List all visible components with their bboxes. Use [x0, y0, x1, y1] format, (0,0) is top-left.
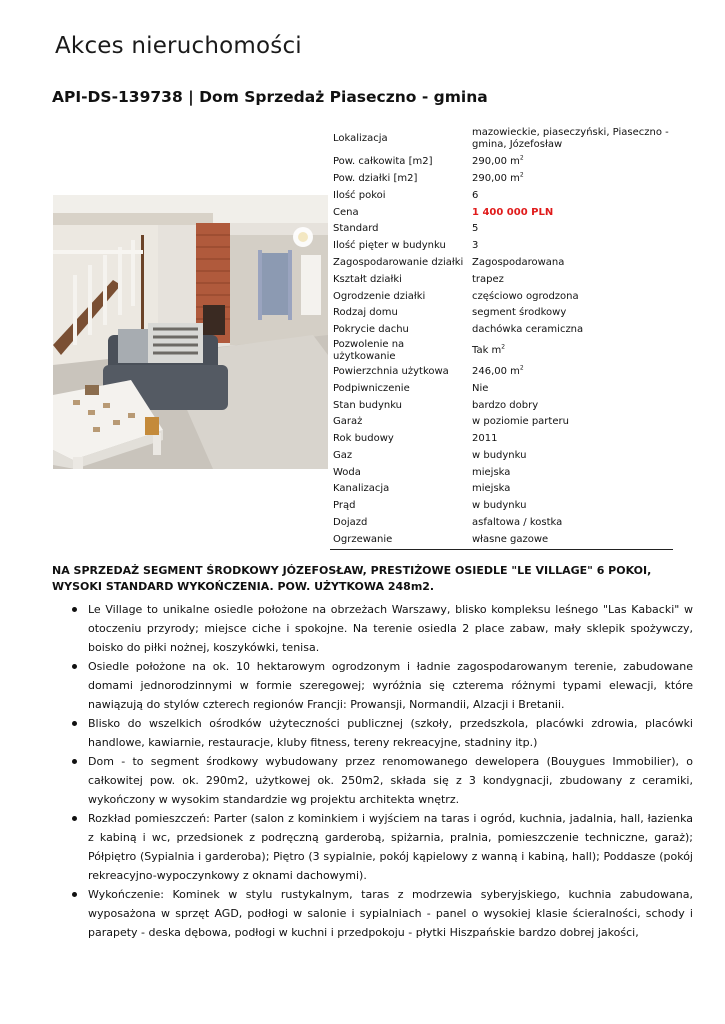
- unit-superscript: 2: [501, 343, 506, 351]
- description-bullet: [72, 714, 693, 752]
- description-bullet: [72, 809, 693, 885]
- property-value: [469, 154, 673, 171]
- property-label: Rodzaj domu: [333, 307, 398, 319]
- property-value: [469, 255, 673, 272]
- property-value-text: miejska: [472, 466, 511, 478]
- bullet-dot-icon: [72, 816, 77, 821]
- property-value: [469, 481, 673, 498]
- property-value-text: 2011: [472, 433, 498, 445]
- property-value: [469, 124, 673, 154]
- property-row: [330, 171, 673, 188]
- property-value-text: trapez: [472, 273, 504, 285]
- property-label: Ogrodzenie działki: [333, 290, 426, 302]
- property-label: Ilość pięter w budynku: [333, 240, 446, 252]
- property-row: [330, 339, 673, 364]
- property-row: [330, 221, 673, 238]
- bullet-dot-icon: [72, 892, 77, 897]
- property-label: Kanalizacja: [333, 483, 390, 495]
- property-value: [469, 381, 673, 398]
- property-value-text: w poziomie parteru: [472, 416, 569, 428]
- property-label: Rok budowy: [333, 433, 394, 445]
- bullet-text: Wykończenie: Kominek w stylu rustykalnym, taras z modrzewia syberyjskiego, kuchnia zabudowana, wyposażona w sprzęt AGD, podłogi w salonie i sypialniach - panel o wysokiej klasie ścieralności, schody i parapety - deska dębowa, podłogi w kuchni i przedpokoju - płytki Hiszpańskie bardzo dobrej jakości,: [88, 888, 693, 939]
- bullet-dot-icon: [72, 721, 77, 726]
- property-label: Gaz: [333, 449, 353, 461]
- description-bullet: [72, 600, 693, 657]
- property-label: Powierzchnia użytkowa: [333, 365, 449, 377]
- bullet-text: Osiedle położone na ok. 10 hektarowym ogrodzonym i ładnie zagospodarowanym terenie, zabudowane domami jednorodzinnymi w formie szeregowej; wyróżnia się czterema różnymi typami elewacji, które nawiązują do stylów czterech regionów Francji: Prowansji, Normandii, Alzacji i Bretanii.: [88, 660, 693, 711]
- property-row: [330, 255, 673, 272]
- description-bullet: [72, 752, 693, 809]
- property-row: [330, 188, 673, 205]
- property-label: Zagospodarowanie działki: [333, 256, 464, 268]
- property-row: [330, 204, 673, 221]
- unit-superscript: 2: [519, 171, 524, 179]
- living-room-photo: [53, 195, 328, 469]
- property-value-text: Nie: [472, 382, 489, 394]
- property-label: Kształt działki: [333, 273, 402, 285]
- property-row: [330, 397, 673, 414]
- property-value-text: 290,00 m: [472, 156, 520, 168]
- property-row: [330, 465, 673, 482]
- property-value: [469, 465, 673, 482]
- property-value-text: 3: [472, 240, 479, 252]
- property-value: [469, 272, 673, 289]
- property-value: [469, 188, 673, 205]
- property-row: [330, 414, 673, 431]
- description-bullet: [72, 657, 693, 714]
- property-value: [469, 171, 673, 188]
- property-label: Lokalizacja: [333, 132, 388, 144]
- property-value-text: 1 400 000 PLN: [472, 206, 554, 218]
- property-value-text: w budynku: [472, 500, 527, 512]
- property-value-text: dachówka ceramiczna: [472, 324, 584, 336]
- property-value: [469, 431, 673, 448]
- property-value-text: 5: [472, 223, 479, 235]
- bullet-dot-icon: [72, 759, 77, 764]
- property-value: [469, 339, 673, 364]
- bullet-text: Blisko do wszelkich ośrodków użyteczności publicznej (szkoły, przedszkola, placówki zdrowia, placówki handlowe, kawiarnie, restauracje, kluby fitness, tereny rekreacyjne, stadniny itp.): [88, 717, 693, 749]
- listing-title: API-DS-139738 | Dom Sprzedaż Piaseczno - gmina: [52, 88, 488, 106]
- property-value-text: mazowieckie, piaseczyński, Piaseczno - gmina, Józefosław: [472, 126, 669, 150]
- property-value-text: własne gazowe: [472, 533, 549, 545]
- property-row: [330, 305, 673, 322]
- bullet-text: Rozkład pomieszczeń: Parter (salon z kominkiem i wyjściem na taras i ogród, kuchnia, jadalnia, hall, łazienka z kabiną i wc, przedsionek z podręczną garderobą, spiżarnia, pralnia, pomieszczenie techniczne, garaż); Półpiętro (Sypialnia i garderoba); Piętro (3 sypialnie, pokój kąpielowy z wanną i kabiną, hall); Poddasze (pokój rekreacyjno-wypoczynkowy z oknami dachowymi).: [88, 812, 693, 882]
- property-row: [330, 124, 673, 154]
- property-value: [469, 515, 673, 532]
- property-label: Pow. całkowita [m2]: [333, 156, 433, 168]
- bullet-text: Le Village to unikalne osiedle położone na obrzeżach Warszawy, blisko kompleksu leśnego "Las Kabacki" w otoczeniu przyrody; miejsce ciche i spokojne. Na terenie osiedla 2 place zabaw, mały sklepik spożywczy, boisko do piłki nożnej, koszykówki, tenisa.: [88, 603, 693, 654]
- property-row: [330, 448, 673, 465]
- property-row: [330, 272, 673, 289]
- bullet-text: Dom - to segment środkowy wybudowany przez renomowanego dewelopera (Bouygues Immobilier), o całkowitej pow. ok. 290m2, użytkowej ok. 250m2, składa się z 3 kondygnacji, zbudowany z ceramiki, wykończony w wysokim standardzie wg projektu architekta wnętrz.: [88, 755, 693, 806]
- property-row: [330, 481, 673, 498]
- property-row: [330, 322, 673, 339]
- property-value-text: Zagospodarowana: [472, 256, 565, 268]
- property-label: Garaż: [333, 416, 363, 428]
- property-label: Prąd: [333, 500, 356, 512]
- property-row: [330, 431, 673, 448]
- property-row: [330, 498, 673, 515]
- description-headline: NA SPRZEDAŻ SEGMENT ŚRODKOWY JÓZEFOSŁAW, PRESTIŻOWE OSIEDLE "LE VILLAGE" 6 POKOI, WYSOKI STANDARD WYKOŃCZENIA. POW. UŻYTKOWA 248m2.: [52, 564, 652, 593]
- property-value: [469, 305, 673, 322]
- property-value: [469, 288, 673, 305]
- property-value: [469, 448, 673, 465]
- property-label: Pozwolenie na użytkowanie: [333, 338, 405, 363]
- property-value: [469, 397, 673, 414]
- property-value: [469, 414, 673, 431]
- agency-name: Akces nieruchomości: [55, 33, 302, 59]
- property-label: Cena: [333, 206, 359, 218]
- property-row: [330, 515, 673, 532]
- property-value-text: częściowo ogrodzona: [472, 290, 579, 302]
- property-label: Podpiwniczenie: [333, 382, 410, 394]
- property-label: Ogrzewanie: [333, 533, 393, 545]
- property-value: [469, 238, 673, 255]
- property-label: Stan budynku: [333, 399, 403, 411]
- description-list: [52, 600, 693, 942]
- property-label: Pokrycie dachu: [333, 324, 409, 336]
- property-row: [330, 238, 673, 255]
- property-value: [469, 204, 673, 221]
- property-value-text: segment środkowy: [472, 307, 567, 319]
- property-value-text: 290,00 m: [472, 172, 520, 184]
- description-bullet: [72, 885, 693, 942]
- property-value-text: asfaltowa / kostka: [472, 517, 563, 529]
- property-row: [330, 288, 673, 305]
- property-row: [330, 381, 673, 398]
- property-value-text: 246,00 m: [472, 365, 520, 377]
- property-label: Woda: [333, 466, 361, 478]
- property-value-text: miejska: [472, 483, 511, 495]
- property-label: Ilość pokoi: [333, 189, 386, 201]
- property-value-text: w budynku: [472, 449, 527, 461]
- unit-superscript: 2: [519, 364, 524, 372]
- property-label: Standard: [333, 223, 379, 235]
- property-label: Dojazd: [333, 517, 368, 529]
- property-row: [330, 532, 673, 549]
- property-value-text: bardzo dobry: [472, 399, 539, 411]
- property-value: [469, 322, 673, 339]
- property-value: [469, 532, 673, 549]
- property-label: Pow. działki [m2]: [333, 172, 418, 184]
- living-room-photo-drawing: [53, 195, 328, 469]
- property-value: [469, 498, 673, 515]
- unit-superscript: 2: [519, 154, 524, 162]
- property-row: [330, 364, 673, 381]
- bullet-dot-icon: [72, 664, 77, 669]
- property-value-text: Tak m: [472, 345, 502, 357]
- property-value: [469, 364, 673, 381]
- property-details-table: [330, 124, 673, 550]
- property-value-text: 6: [472, 189, 479, 201]
- bullet-dot-icon: [72, 607, 77, 612]
- property-value: [469, 221, 673, 238]
- property-row: [330, 154, 673, 171]
